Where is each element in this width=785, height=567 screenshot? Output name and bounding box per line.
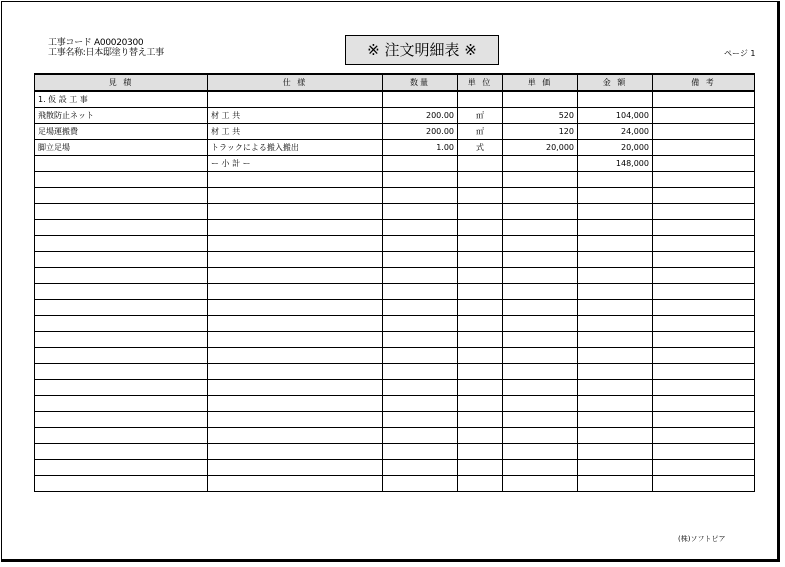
cell-spec bbox=[208, 427, 383, 443]
cell-quantity bbox=[383, 187, 458, 203]
cell-unit bbox=[458, 363, 503, 379]
cell-unit bbox=[458, 395, 503, 411]
cell-amount bbox=[578, 363, 653, 379]
cell-amount bbox=[578, 347, 653, 363]
cell-unit bbox=[458, 251, 503, 267]
table-row-blank bbox=[35, 331, 755, 347]
cell-remarks bbox=[653, 219, 755, 235]
cell-unit bbox=[458, 379, 503, 395]
table-row-blank bbox=[35, 219, 755, 235]
cell-item bbox=[35, 395, 208, 411]
table-row bbox=[35, 123, 755, 139]
cell-remarks bbox=[653, 427, 755, 443]
cell-item bbox=[35, 379, 208, 395]
cell-item bbox=[35, 251, 208, 267]
cell-unit-price bbox=[503, 411, 578, 427]
cell-quantity bbox=[383, 411, 458, 427]
cell-spec bbox=[208, 299, 383, 315]
cell-unit-price bbox=[503, 299, 578, 315]
cell-unit-price: 120 bbox=[503, 123, 578, 139]
cell-amount: 20,000 bbox=[578, 139, 653, 155]
cell-item bbox=[35, 155, 208, 171]
cell-amount bbox=[578, 283, 653, 299]
cell-item bbox=[35, 187, 208, 203]
cell-amount: 148,000 bbox=[578, 155, 653, 171]
cell-amount bbox=[578, 187, 653, 203]
cell-remarks bbox=[653, 379, 755, 395]
cell-spec bbox=[208, 267, 383, 283]
cell-remarks bbox=[653, 315, 755, 331]
cell-amount bbox=[578, 459, 653, 475]
table-row-blank bbox=[35, 443, 755, 459]
cell-quantity bbox=[383, 299, 458, 315]
cell-unit bbox=[458, 475, 503, 491]
table-row-blank bbox=[35, 299, 755, 315]
cell-item bbox=[35, 235, 208, 251]
table-row bbox=[35, 139, 755, 155]
cell-spec bbox=[208, 283, 383, 299]
cell-spec bbox=[208, 475, 383, 491]
cell-quantity bbox=[383, 91, 458, 107]
cell-unit-price bbox=[503, 315, 578, 331]
cell-quantity bbox=[383, 331, 458, 347]
cell-quantity bbox=[383, 315, 458, 331]
cell-item bbox=[35, 283, 208, 299]
cell-unit-price bbox=[503, 379, 578, 395]
cell-quantity bbox=[383, 395, 458, 411]
cell-spec: トラックによる搬入搬出 bbox=[208, 139, 383, 155]
cell-spec bbox=[208, 235, 383, 251]
table-row-blank bbox=[35, 251, 755, 267]
cell-remarks bbox=[653, 171, 755, 187]
cell-unit: ㎡ bbox=[458, 107, 503, 123]
cell-item bbox=[35, 443, 208, 459]
table-row-blank bbox=[35, 203, 755, 219]
cell-remarks bbox=[653, 139, 755, 155]
cell-spec bbox=[208, 251, 383, 267]
construction-code: 工事コード A00020300 bbox=[48, 38, 144, 48]
cell-spec bbox=[208, 363, 383, 379]
cell-remarks bbox=[653, 299, 755, 315]
cell-amount bbox=[578, 427, 653, 443]
cell-unit bbox=[458, 347, 503, 363]
cell-quantity bbox=[383, 203, 458, 219]
cell-spec bbox=[208, 459, 383, 475]
cell-unit-price bbox=[503, 267, 578, 283]
cell-spec bbox=[208, 443, 383, 459]
cell-amount: 24,000 bbox=[578, 123, 653, 139]
cell-unit-price bbox=[503, 395, 578, 411]
cell-remarks bbox=[653, 443, 755, 459]
cell-quantity: 200.00 bbox=[383, 107, 458, 123]
cell-quantity: 1.00 bbox=[383, 139, 458, 155]
cell-item bbox=[35, 267, 208, 283]
cell-unit-price bbox=[503, 443, 578, 459]
table-row bbox=[35, 107, 755, 123]
cell-unit bbox=[458, 203, 503, 219]
cell-amount bbox=[578, 315, 653, 331]
cell-remarks bbox=[653, 187, 755, 203]
cell-unit-price bbox=[503, 171, 578, 187]
cell-remarks bbox=[653, 107, 755, 123]
table-row-blank bbox=[35, 379, 755, 395]
cell-unit-price bbox=[503, 203, 578, 219]
cell-unit-price bbox=[503, 347, 578, 363]
cell-spec bbox=[208, 411, 383, 427]
cell-unit-price bbox=[503, 283, 578, 299]
cell-unit bbox=[458, 219, 503, 235]
cell-item: 飛散防止ネット bbox=[35, 107, 208, 123]
cell-amount bbox=[578, 331, 653, 347]
cell-spec bbox=[208, 171, 383, 187]
cell-remarks bbox=[653, 235, 755, 251]
cell-amount bbox=[578, 219, 653, 235]
cell-unit-price bbox=[503, 187, 578, 203]
page-title: ※ 注文明細表 ※ bbox=[345, 35, 499, 65]
cell-unit-price bbox=[503, 363, 578, 379]
cell-amount bbox=[578, 203, 653, 219]
cell-spec: ー 小 計 ー bbox=[208, 155, 383, 171]
cell-unit-price bbox=[503, 475, 578, 491]
cell-unit bbox=[458, 235, 503, 251]
cell-item bbox=[35, 427, 208, 443]
cell-item: 足場運搬費 bbox=[35, 123, 208, 139]
cell-item bbox=[35, 331, 208, 347]
cell-quantity bbox=[383, 379, 458, 395]
cell-quantity bbox=[383, 219, 458, 235]
cell-unit-price: 20,000 bbox=[503, 139, 578, 155]
cell-unit-price bbox=[503, 427, 578, 443]
cell-quantity bbox=[383, 155, 458, 171]
cell-unit bbox=[458, 411, 503, 427]
cell-remarks bbox=[653, 267, 755, 283]
table-row bbox=[35, 155, 755, 171]
construction-info bbox=[48, 38, 164, 58]
table-row-blank bbox=[35, 267, 755, 283]
cell-unit bbox=[458, 315, 503, 331]
cell-remarks bbox=[653, 91, 755, 107]
table-row-blank bbox=[35, 315, 755, 331]
cell-unit bbox=[458, 171, 503, 187]
cell-quantity bbox=[383, 427, 458, 443]
column-header-unit-price: 単 価 bbox=[503, 74, 578, 91]
cell-unit bbox=[458, 299, 503, 315]
cell-unit-price bbox=[503, 251, 578, 267]
cell-unit-price bbox=[503, 219, 578, 235]
column-header-amount: 金 額 bbox=[578, 74, 653, 91]
cell-unit bbox=[458, 91, 503, 107]
cell-unit-price bbox=[503, 331, 578, 347]
cell-quantity bbox=[383, 443, 458, 459]
cell-item bbox=[35, 299, 208, 315]
cell-quantity bbox=[383, 267, 458, 283]
cell-quantity bbox=[383, 363, 458, 379]
cell-quantity bbox=[383, 235, 458, 251]
cell-unit-price bbox=[503, 235, 578, 251]
cell-spec bbox=[208, 203, 383, 219]
cell-remarks bbox=[653, 459, 755, 475]
cell-amount bbox=[578, 395, 653, 411]
cell-amount bbox=[578, 299, 653, 315]
cell-amount: 104,000 bbox=[578, 107, 653, 123]
cell-item bbox=[35, 347, 208, 363]
cell-spec bbox=[208, 187, 383, 203]
cell-amount bbox=[578, 475, 653, 491]
cell-unit-price bbox=[503, 459, 578, 475]
cell-remarks bbox=[653, 475, 755, 491]
table-row-blank bbox=[35, 235, 755, 251]
table-header-row bbox=[35, 74, 755, 91]
cell-item bbox=[35, 411, 208, 427]
cell-amount bbox=[578, 91, 653, 107]
table-row-blank bbox=[35, 363, 755, 379]
cell-remarks bbox=[653, 203, 755, 219]
cell-amount bbox=[578, 251, 653, 267]
table-row-blank bbox=[35, 427, 755, 443]
cell-item: 1. 仮 設 工 事 bbox=[35, 91, 208, 107]
column-header-quantity: 数量 bbox=[383, 74, 458, 91]
cell-unit-price bbox=[503, 91, 578, 107]
cell-amount bbox=[578, 443, 653, 459]
cell-unit: 式 bbox=[458, 139, 503, 155]
column-header-remarks: 備 考 bbox=[653, 74, 755, 91]
cell-remarks bbox=[653, 411, 755, 427]
cell-spec bbox=[208, 395, 383, 411]
cell-spec: 材 工 共 bbox=[208, 123, 383, 139]
table-row-blank bbox=[35, 395, 755, 411]
cell-unit-price bbox=[503, 155, 578, 171]
column-header-spec: 仕 様 bbox=[208, 74, 383, 91]
cell-remarks bbox=[653, 283, 755, 299]
cell-amount bbox=[578, 411, 653, 427]
cell-item bbox=[35, 219, 208, 235]
cell-unit bbox=[458, 427, 503, 443]
page-number: ページ 1 bbox=[724, 49, 756, 58]
table-row-blank bbox=[35, 475, 755, 491]
cell-item bbox=[35, 475, 208, 491]
cell-item: 脚立足場 bbox=[35, 139, 208, 155]
cell-amount bbox=[578, 171, 653, 187]
column-header-estimate: 見 積 bbox=[35, 74, 208, 91]
cell-item bbox=[35, 171, 208, 187]
table-row-blank bbox=[35, 283, 755, 299]
cell-quantity: 200.00 bbox=[383, 123, 458, 139]
cell-unit bbox=[458, 155, 503, 171]
cell-quantity bbox=[383, 459, 458, 475]
cell-unit-price: 520 bbox=[503, 107, 578, 123]
cell-unit bbox=[458, 331, 503, 347]
cell-unit bbox=[458, 283, 503, 299]
order-detail-table bbox=[34, 73, 755, 492]
cell-item bbox=[35, 315, 208, 331]
cell-item bbox=[35, 363, 208, 379]
cell-remarks bbox=[653, 395, 755, 411]
cell-unit: ㎡ bbox=[458, 123, 503, 139]
table-row-blank bbox=[35, 171, 755, 187]
cell-spec bbox=[208, 315, 383, 331]
cell-remarks bbox=[653, 123, 755, 139]
cell-spec bbox=[208, 219, 383, 235]
cell-item bbox=[35, 203, 208, 219]
cell-unit bbox=[458, 267, 503, 283]
cell-remarks bbox=[653, 347, 755, 363]
cell-unit bbox=[458, 187, 503, 203]
cell-spec bbox=[208, 347, 383, 363]
table-row-blank bbox=[35, 347, 755, 363]
cell-quantity bbox=[383, 283, 458, 299]
cell-spec bbox=[208, 331, 383, 347]
cell-remarks bbox=[653, 155, 755, 171]
cell-remarks bbox=[653, 251, 755, 267]
table-row-blank bbox=[35, 411, 755, 427]
table-row bbox=[35, 91, 755, 107]
cell-quantity bbox=[383, 171, 458, 187]
cell-amount bbox=[578, 235, 653, 251]
cell-spec: 材 工 共 bbox=[208, 107, 383, 123]
cell-spec bbox=[208, 91, 383, 107]
cell-unit bbox=[458, 443, 503, 459]
cell-remarks bbox=[653, 331, 755, 347]
table-row-blank bbox=[35, 187, 755, 203]
cell-amount bbox=[578, 267, 653, 283]
column-header-unit: 単 位 bbox=[458, 74, 503, 91]
cell-spec bbox=[208, 379, 383, 395]
cell-unit bbox=[458, 459, 503, 475]
cell-quantity bbox=[383, 475, 458, 491]
company-name: (株)ソフトピア bbox=[678, 535, 726, 543]
cell-amount bbox=[578, 379, 653, 395]
table-row-blank bbox=[35, 459, 755, 475]
cell-quantity bbox=[383, 347, 458, 363]
cell-remarks bbox=[653, 363, 755, 379]
construction-name: 工事名称:日本邸塗り替え工事 bbox=[48, 48, 164, 58]
cell-quantity bbox=[383, 251, 458, 267]
cell-item bbox=[35, 459, 208, 475]
